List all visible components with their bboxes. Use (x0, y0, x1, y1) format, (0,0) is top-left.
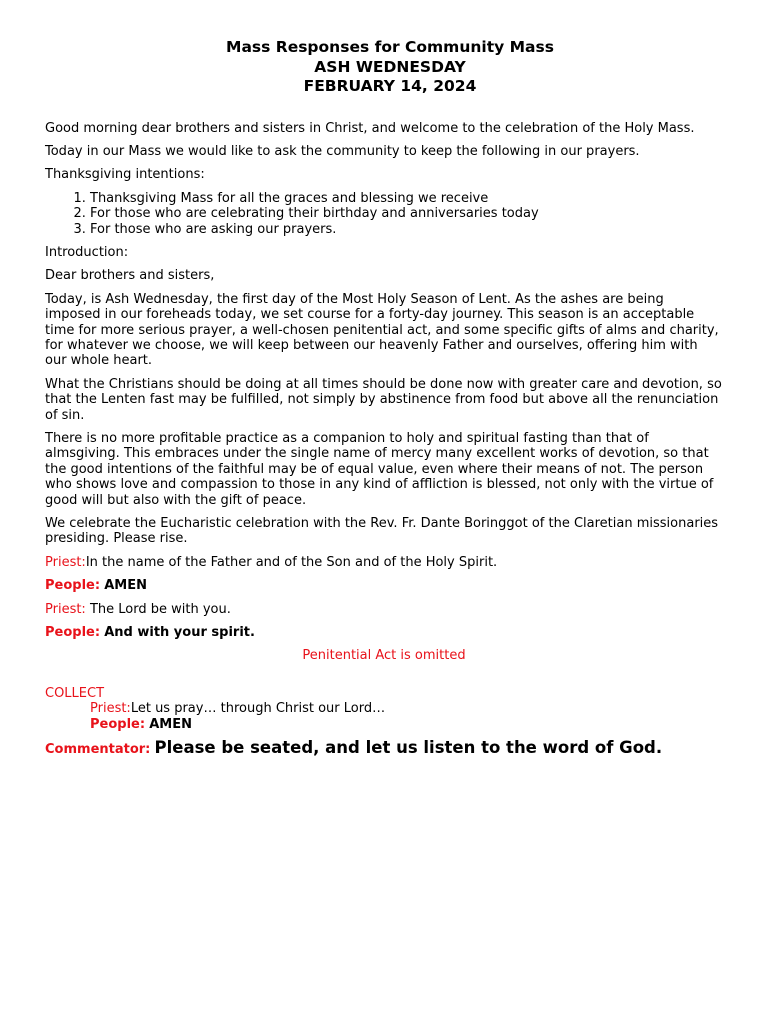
priest-label: Priest: (45, 554, 86, 570)
commentator-text: Please be seated, and let us listen to the word of God. (154, 738, 663, 758)
dialogue-people-2 (45, 625, 723, 640)
prayers-intro-paragraph: Today in our Mass we would like to ask the community to keep the following in our prayers. (45, 143, 640, 159)
intentions-list (45, 191, 723, 237)
people-label: People: (90, 716, 146, 732)
priest-text: Let us pray… through Christ our Lord… (130, 701, 386, 717)
dialogue-people-1 (45, 578, 723, 593)
document-title (45, 38, 723, 97)
people-response: And with your spirit. (104, 625, 255, 641)
commentator-line (45, 740, 723, 757)
priest-label: Priest: (45, 601, 86, 617)
intro-paragraph-2: What the Christians should be doing at all times should be done now with greater care and devotion, so that the Lenten fast may be fulfilled, not simply by abstinence from food but above all the renunciation of sin. (45, 376, 722, 423)
intention-item: 1. Thanksgiving Mass for all the graces and blessing we receive (90, 191, 723, 206)
people-label: People: (45, 625, 101, 641)
introduction-heading: Introduction: (45, 244, 129, 260)
people-label: People: (45, 578, 101, 594)
document-page (45, 38, 723, 758)
intro-paragraph-1: Today, is Ash Wednesday, the first day of the Most Holy Season of Lent. As the ashes are being imposed in our foreheads today, we set course for a forty-day journey. This season is an acceptable time for more serious prayer, a well-chosen penitential act, and some specific gifts of alms and charity, for whatever we choose, we will keep between our heavenly Father and ourselves, offering him with our whole heart. (45, 291, 719, 369)
people-response: AMEN (149, 716, 192, 732)
dialogue-priest-2 (45, 602, 723, 617)
greeting-line: Dear brothers and sisters, (45, 268, 215, 284)
intro-paragraph-4: We celebrate the Eucharistic celebration with the Rev. Fr. Dante Boringgot of the Claretian missionaries presiding. Please rise. (45, 516, 719, 547)
collect-people-line (45, 717, 723, 732)
people-response: AMEN (104, 578, 147, 594)
welcome-paragraph: Good morning dear brothers and sisters in Christ, and welcome to the celebration of the Holy Mass. (45, 120, 695, 136)
intention-item: 2. For those who are celebrating their birthday and anniversaries today (90, 206, 723, 221)
intro-paragraph-3: There is no more profitable practice as a companion to holy and spiritual fasting than that of almsgiving. This embraces under the single name of mercy many excellent works of devotion, so that the good intentions of the faithful may be of equal value, even where their means of not. The person who shows love and compassion to those in any kind of affliction is blessed, not only with the virtue of good will but also with the gift of peace. (45, 431, 714, 508)
penitential-act-note: Penitential Act is omitted (302, 648, 466, 664)
intention-item: 3. For those who are asking our prayers. (90, 222, 723, 237)
priest-text: In the name of the Father and of the Son and of the Holy Spirit. (85, 554, 498, 570)
collect-priest-line (45, 701, 723, 716)
title-line-1: Mass Responses for Community Mass (226, 38, 554, 56)
dialogue-priest-1 (45, 555, 723, 570)
priest-text: The Lord be with you. (89, 601, 231, 617)
priest-label: Priest: (90, 701, 131, 717)
collect-heading: COLLECT (45, 685, 105, 701)
commentator-label: Commentator: (45, 742, 151, 758)
title-line-2: ASH WEDNESDAY (314, 57, 466, 76)
title-line-3: FEBRUARY 14, 2024 (303, 77, 477, 95)
thanksgiving-heading: Thanksgiving intentions: (45, 167, 205, 183)
